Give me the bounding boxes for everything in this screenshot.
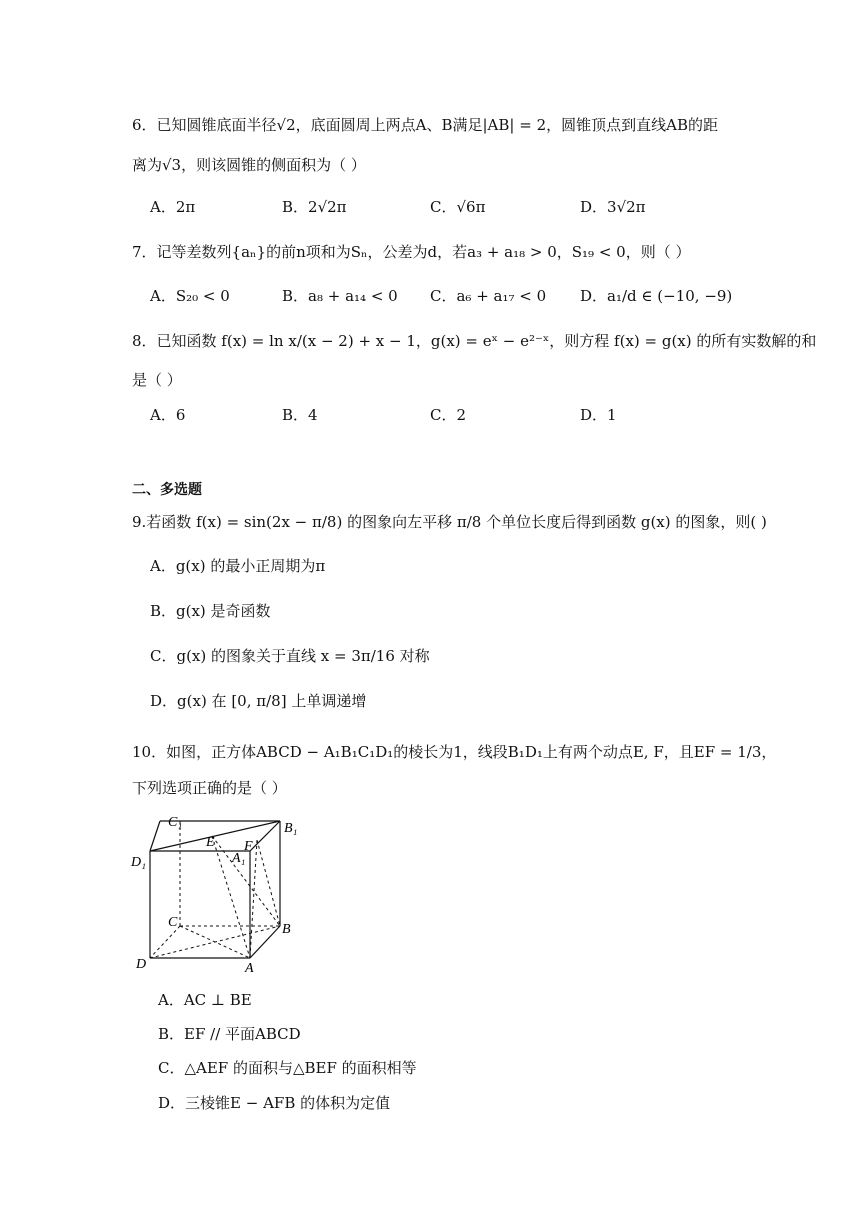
- q10-option-d: D．三棱锥E − AFB 的体积为定值: [158, 1094, 391, 1112]
- label-e: E: [206, 835, 215, 850]
- q6-line1: 6．已知圆锥底面半径√2，底面圆周上两点A、B满足|AB| = 2，圆锥顶点到直线AB的距: [132, 116, 718, 134]
- q8-line2: 是（ ）: [132, 371, 182, 389]
- cube-figure: [120, 808, 320, 978]
- q7-line1: 7．记等差数列{aₙ}的前n项和为Sₙ，公差为d，若a₃ + a₁₈ > 0，S₁₉ < 0，则（ ）: [132, 243, 691, 261]
- label-f: F: [244, 839, 253, 854]
- q6-line2: 离为√3，则该圆锥的侧面积为（ ）: [132, 156, 366, 174]
- q10-option-a: A．AC ⊥ BE: [158, 991, 252, 1009]
- label-b: B: [282, 922, 291, 937]
- q8-option-b: B．4: [282, 406, 318, 424]
- label-c1: C₁: [168, 815, 183, 830]
- label-d: D: [136, 957, 147, 972]
- label-d1: D₁: [131, 855, 146, 870]
- q7-option-a: A．S₂₀ < 0: [150, 287, 230, 305]
- label-b1: B₁: [284, 821, 298, 836]
- q6-option-a: A．2π: [150, 198, 196, 216]
- q7-option-d: D．a₁/d ∈ (−10, −9): [580, 287, 733, 305]
- q9-option-a: A．g(x) 的最小正周期为π: [150, 557, 326, 575]
- q8-option-d: D．1: [580, 406, 617, 424]
- q8-line1: 8．已知函数 f(x) = ln x/(x − 2) + x − 1，g(x) = eˣ − e²⁻ˣ，则方程 f(x) = g(x) 的所有实数解的和: [132, 332, 817, 350]
- q7-option-c: C．a₆ + a₁₇ < 0: [430, 287, 547, 305]
- q7-option-b: B．a₈ + a₁₄ < 0: [282, 287, 398, 305]
- q8-option-a: A．6: [150, 406, 186, 424]
- q6-option-b: B．2√2π: [282, 198, 347, 216]
- label-c: C: [168, 915, 178, 930]
- q9-line1: 9.若函数 f(x) = sin(2x − π/8) 的图象向左平移 π/8 个单位长度后得到函数 g(x) 的图象，则( ): [132, 513, 767, 531]
- q9-option-b: B．g(x) 是奇函数: [150, 602, 271, 620]
- q10-line1: 10．如图，正方体ABCD − A₁B₁C₁D₁的棱长为1，线段B₁D₁上有两个动点E, F，且EF = 1/3，: [132, 743, 777, 761]
- section-heading: 二、多选题: [132, 482, 202, 498]
- q10-line2: 下列选项正确的是（ ）: [132, 779, 287, 797]
- q8-option-c: C．2: [430, 406, 467, 424]
- q9-option-d: D．g(x) 在 [0, π/8] 上单调递增: [150, 692, 367, 710]
- q9-option-c: C．g(x) 的图象关于直线 x = 3π/16 对称: [150, 647, 430, 665]
- q6-option-c: C．√6π: [430, 198, 486, 216]
- label-a: A: [245, 961, 254, 976]
- q10-option-c: C．△AEF 的面积与△BEF 的面积相等: [158, 1059, 417, 1077]
- q10-option-b: B．EF // 平面ABCD: [158, 1025, 301, 1043]
- q6-option-d: D．3√2π: [580, 198, 646, 216]
- label-a1: A₁: [232, 851, 246, 866]
